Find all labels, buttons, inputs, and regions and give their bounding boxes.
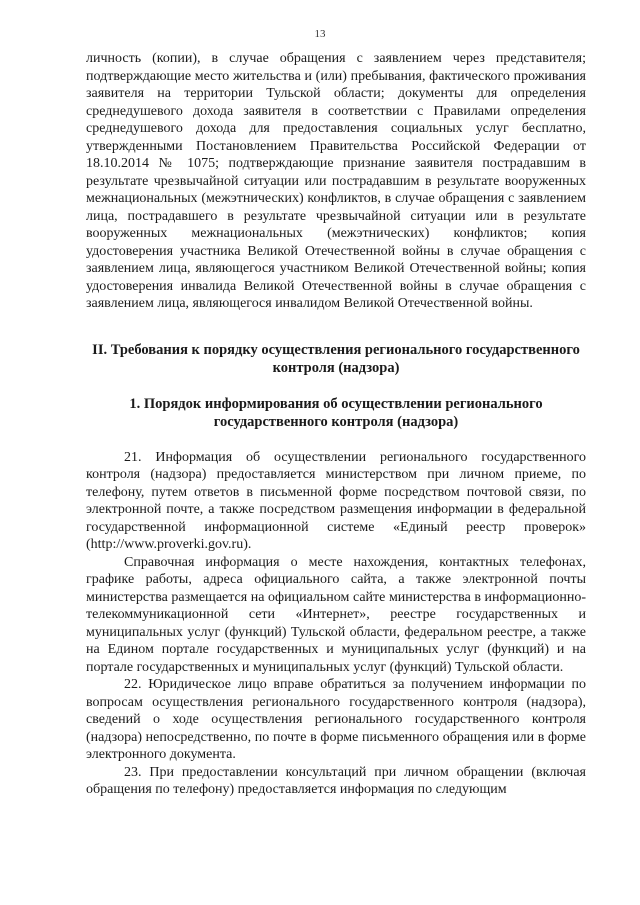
continued-paragraph: личность (копии), в случае обращения с заявлением через представителя; подтверждающие место жительства и (или) пребывания, фактического проживания заявителя на территории Тульской области; документы для определения среднедушевого дохода заявителя в соответствии с Правилами определения среднедушевого дохода для предоставления социальных услуг бесплатно, утвержденными Постановлением Правительства Российской Федерации от 18.10.2014 № 1075; подтверждающие признание заявителя пострадавшим в результате чрезвычайной ситуации или пострадавшим в результате вооруженных межнациональных (межэтнических) конфликтов, в случае обращения с заявлением лица, пострадавшего в результате чрезвычайной ситуации или в результате вооруженных межнациональных (межэтнических) конфликтов; копия удостоверения участника Великой Отечественной войны в случае обращения с заявлением лица, являющегося участником Великой Отечественной войны; копия удостоверения инвалида Великой Отечественной войны в случае обращения с заявлением лица, являющегося инвалидом Великой Отечественной войны. [86,51,586,311]
subsection-heading: 1. Порядок информирования об осуществлении регионального государственного контроля (надзора) [129,395,543,430]
paragraph-21: 21. Информация об осуществлении регионального государственного контроля (надзора) предоставляется министерством при личном приеме, по телефону, путем ответов в письменной форме посредством почтовой связи, по электронной почте, а также посредством размещения информации в федеральной государственной информационной системе «Единый реестр проверок» (http://www.proverki.gov.ru). [86,449,586,552]
paragraph-reference-info: Справочная информация о месте нахождения, контактных телефонах, графике работы, адреса официального сайта, а также электронной почты министерства размещается на официальном сайте министерства в информационно-телекоммуникационной сети «Интернет», реестре государственных и муниципальных услуг (функций) Тульской области, федеральном реестре, а также на Едином портале государственных и муниципальных услуг (функций) и на портале государственных и муниципальных услуг (функций) Тульской области. [86,554,586,675]
paragraph-22: 22. Юридическое лицо вправе обратиться за получением информации по вопросам осуществления регионального государственного контроля (надзора), сведений о ходе осуществления регионального государственного контроля (надзора) непосредственно, по почте в форме письменного обращения или в форме электронного документа. [86,677,586,762]
page-number: 13 [314,28,326,40]
section-heading: II. Требования к порядку осуществления регионального государственного контроля (надзора) [92,341,580,376]
paragraph-23: 23. При предоставлении консультаций при личном обращении (включая обращения по телефону) предоставляется информация по следующим [86,764,586,797]
page-content [86,50,586,799]
